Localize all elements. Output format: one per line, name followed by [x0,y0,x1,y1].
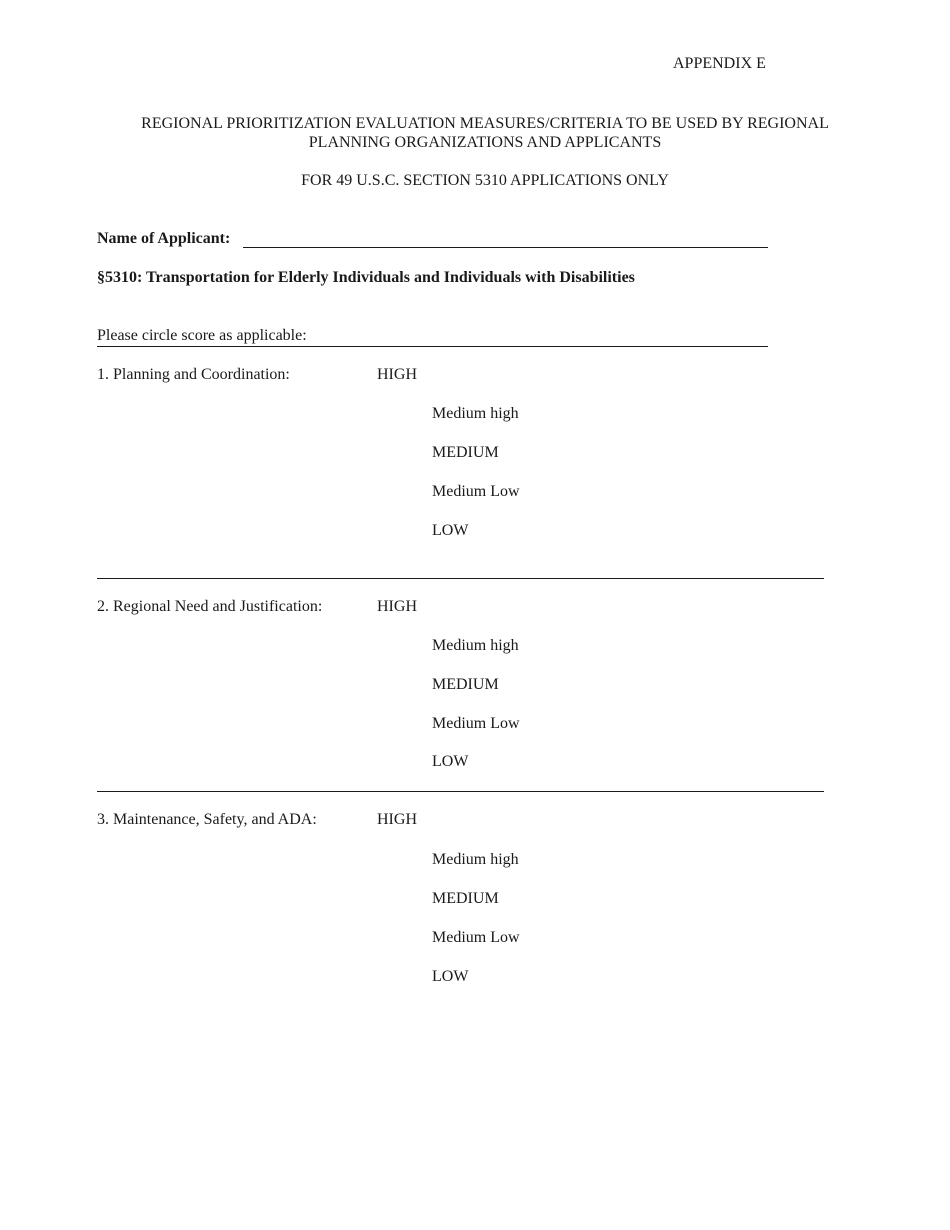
score-low[interactable]: LOW [432,753,469,770]
instruction-text: Please circle score as applicable: [97,327,307,344]
applicant-name-field[interactable] [243,247,768,248]
document-subtitle: FOR 49 U.S.C. SECTION 5310 APPLICATIONS ONLY [301,172,669,189]
score-medium[interactable]: MEDIUM [432,676,499,693]
applicant-name-label: Name of Applicant: [97,230,231,247]
appendix-label: APPENDIX E [673,55,766,72]
score-medium-high[interactable]: Medium high [432,405,519,422]
score-medium-low[interactable]: Medium Low [432,715,520,732]
document-title [97,114,873,152]
criterion-label: 2. Regional Need and Justification: [97,598,323,615]
score-medium-high[interactable]: Medium high [432,851,519,868]
criterion-label: 3. Maintenance, Safety, and ADA: [97,811,317,828]
score-low[interactable]: LOW [432,968,469,985]
score-high[interactable]: HIGH [377,811,417,828]
score-medium-low[interactable]: Medium Low [432,483,520,500]
title-line-2: PLANNING ORGANIZATIONS AND APPLICANTS [308,134,662,151]
section-title: §5310: Transportation for Elderly Individuals and Individuals with Disabilities [97,269,635,286]
score-high[interactable]: HIGH [377,598,417,615]
section-divider [97,578,824,579]
score-high[interactable]: HIGH [377,366,417,383]
instruction-row [97,327,768,347]
score-medium[interactable]: MEDIUM [432,890,499,907]
score-medium[interactable]: MEDIUM [432,444,499,461]
criterion-maintenance [97,811,824,991]
criterion-planning [97,366,824,546]
score-low[interactable]: LOW [432,522,469,539]
criterion-label: 1. Planning and Coordination: [97,366,290,383]
score-medium-low[interactable]: Medium Low [432,929,520,946]
section-divider [97,791,824,792]
criterion-regional-need [97,598,824,778]
title-line-1: REGIONAL PRIORITIZATION EVALUATION MEASURES/CRITERIA TO BE USED BY REGIONAL [141,115,829,132]
score-medium-high[interactable]: Medium high [432,637,519,654]
